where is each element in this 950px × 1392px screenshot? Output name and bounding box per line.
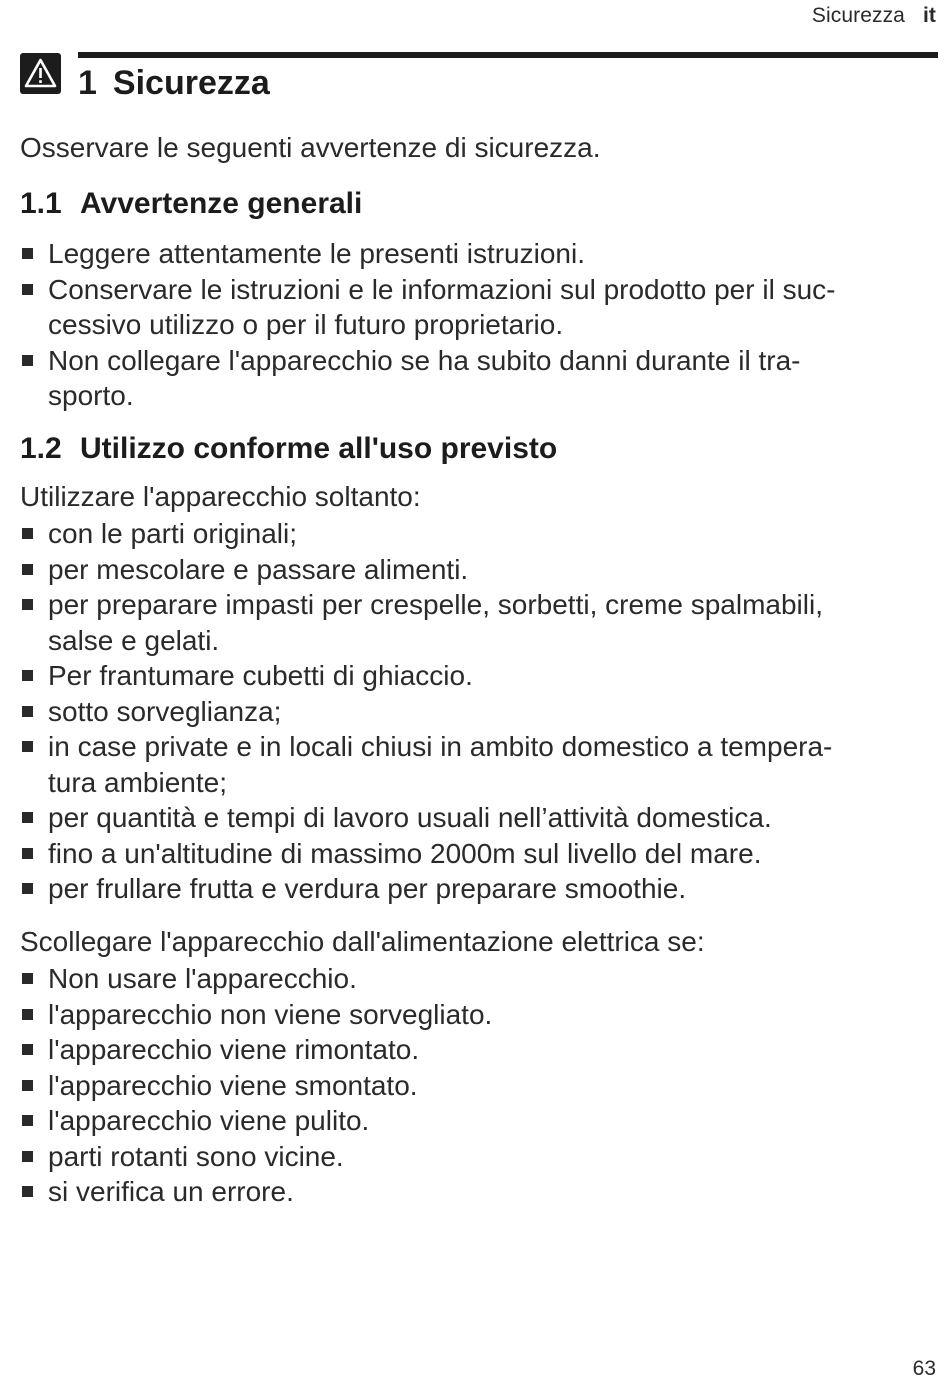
bullet-square-icon bbox=[22, 1009, 33, 1020]
bullet-square-icon bbox=[22, 1115, 33, 1126]
list-item bbox=[20, 516, 935, 552]
list-item-text: in case private e in locali chiusi in ambito domestico a tempera- bbox=[48, 731, 833, 762]
list-item bbox=[20, 800, 935, 836]
chapter-intro: Osservare le seguenti avvertenze di sicurezza. bbox=[20, 132, 601, 163]
list-item-text: sporto. bbox=[48, 380, 134, 411]
bullet-square-icon bbox=[22, 1044, 33, 1055]
list-item-text: per quantità e tempi di lavoro usuali nell’attività domestica. bbox=[48, 802, 772, 833]
bullet-square-icon bbox=[22, 812, 33, 823]
list-item-text: Conservare le istruzioni e le informazioni sul prodotto per il suc- bbox=[48, 273, 836, 305]
bullet-square-icon bbox=[22, 883, 33, 894]
list-item-text: Non usare l'apparecchio. bbox=[48, 963, 357, 994]
list-item bbox=[20, 1103, 935, 1139]
list-item-text: con le parti originali; bbox=[48, 518, 298, 549]
list-item bbox=[20, 1032, 935, 1068]
list-item-text: Non collegare l'apparecchio se ha subito danni durante il tra- bbox=[48, 344, 801, 376]
list-item bbox=[20, 836, 935, 872]
chapter-title bbox=[78, 64, 270, 103]
list-item-text: l'apparecchio viene smontato. bbox=[48, 1069, 418, 1101]
list-item-text: l'apparecchio viene pulito. bbox=[48, 1105, 370, 1136]
bullet-square-icon bbox=[22, 706, 33, 717]
section-1-2-title: Utilizzo conforme all'uso previsto bbox=[80, 432, 558, 465]
bullet-square-icon bbox=[22, 284, 33, 295]
running-head-section: Sicurezza bbox=[811, 4, 905, 27]
list-item bbox=[20, 997, 935, 1033]
section-1-1-list bbox=[20, 236, 935, 414]
list-item-text: parti rotanti sono vicine. bbox=[48, 1140, 344, 1172]
bullet-square-icon bbox=[22, 741, 33, 752]
bullet-square-icon bbox=[22, 248, 33, 259]
section-1-1-title: Avvertenze generali bbox=[80, 187, 363, 220]
list-item bbox=[20, 343, 935, 414]
list-item-text: fino a un'altitudine di massimo 2000m sul livello del mare. bbox=[48, 837, 762, 869]
section-1-2-lead-unplug: Scollegare l'apparecchio dall'alimentazione elettrica se: bbox=[20, 926, 705, 957]
page-number: 63 bbox=[912, 1357, 936, 1380]
list-item bbox=[20, 236, 935, 272]
list-item bbox=[20, 871, 935, 907]
chapter-number: 1 bbox=[78, 64, 97, 102]
chapter-rule bbox=[78, 52, 938, 58]
list-item-text: Per frantumare cubetti di ghiaccio. bbox=[48, 660, 473, 691]
list-item-text: l'apparecchio viene rimontato. bbox=[48, 1034, 420, 1065]
bullet-square-icon bbox=[22, 564, 33, 575]
running-head-language: it bbox=[922, 4, 936, 27]
section-1-2-lead: Utilizzare l'apparecchio soltanto: bbox=[20, 481, 421, 512]
list-item bbox=[20, 272, 935, 343]
list-item bbox=[20, 587, 935, 658]
bullet-square-icon bbox=[22, 528, 33, 539]
bullet-square-icon bbox=[22, 355, 33, 366]
running-head bbox=[812, 4, 936, 28]
section-1-2-usage-list bbox=[20, 516, 935, 907]
bullet-square-icon bbox=[22, 599, 33, 610]
list-item bbox=[20, 729, 935, 800]
warning-triangle-icon bbox=[20, 53, 61, 94]
chapter-title-text: Sicurezza bbox=[112, 64, 270, 102]
bullet-square-icon bbox=[22, 1151, 33, 1162]
list-item bbox=[20, 1068, 935, 1104]
list-item-text: per preparare impasti per crespelle, sorbetti, creme spalmabili, bbox=[48, 589, 823, 620]
list-item-text: tura ambiente; bbox=[48, 766, 227, 798]
list-item-text: Leggere attentamente le presenti istruzioni. bbox=[48, 238, 585, 269]
list-item bbox=[20, 1174, 935, 1210]
list-item bbox=[20, 658, 935, 694]
list-item-text: per frullare frutta e verdura per preparare smoothie. bbox=[48, 873, 687, 904]
list-item-text: salse e gelati. bbox=[48, 624, 220, 656]
bullet-square-icon bbox=[22, 848, 33, 859]
list-item bbox=[20, 961, 935, 997]
list-item bbox=[20, 552, 935, 588]
section-1-2-unplug-list bbox=[20, 961, 935, 1210]
section-1-2-heading bbox=[20, 432, 557, 466]
bullet-square-icon bbox=[22, 670, 33, 681]
list-item-text: l'apparecchio non viene sorvegliato. bbox=[48, 998, 493, 1030]
list-item-text: si verifica un errore. bbox=[48, 1176, 294, 1207]
list-item-text: sotto sorveglianza; bbox=[48, 695, 282, 727]
bullet-square-icon bbox=[22, 1080, 33, 1091]
list-item bbox=[20, 1139, 935, 1175]
bullet-square-icon bbox=[22, 973, 33, 984]
list-item bbox=[20, 694, 935, 730]
list-item-text: cessivo utilizzo o per il futuro proprietario. bbox=[48, 309, 564, 340]
list-item-text: per mescolare e passare alimenti. bbox=[48, 553, 469, 585]
bullet-square-icon bbox=[22, 1186, 33, 1197]
section-1-2-number: 1.2 bbox=[20, 432, 62, 465]
section-1-1-heading bbox=[20, 187, 362, 221]
section-1-1-number: 1.1 bbox=[20, 187, 62, 220]
